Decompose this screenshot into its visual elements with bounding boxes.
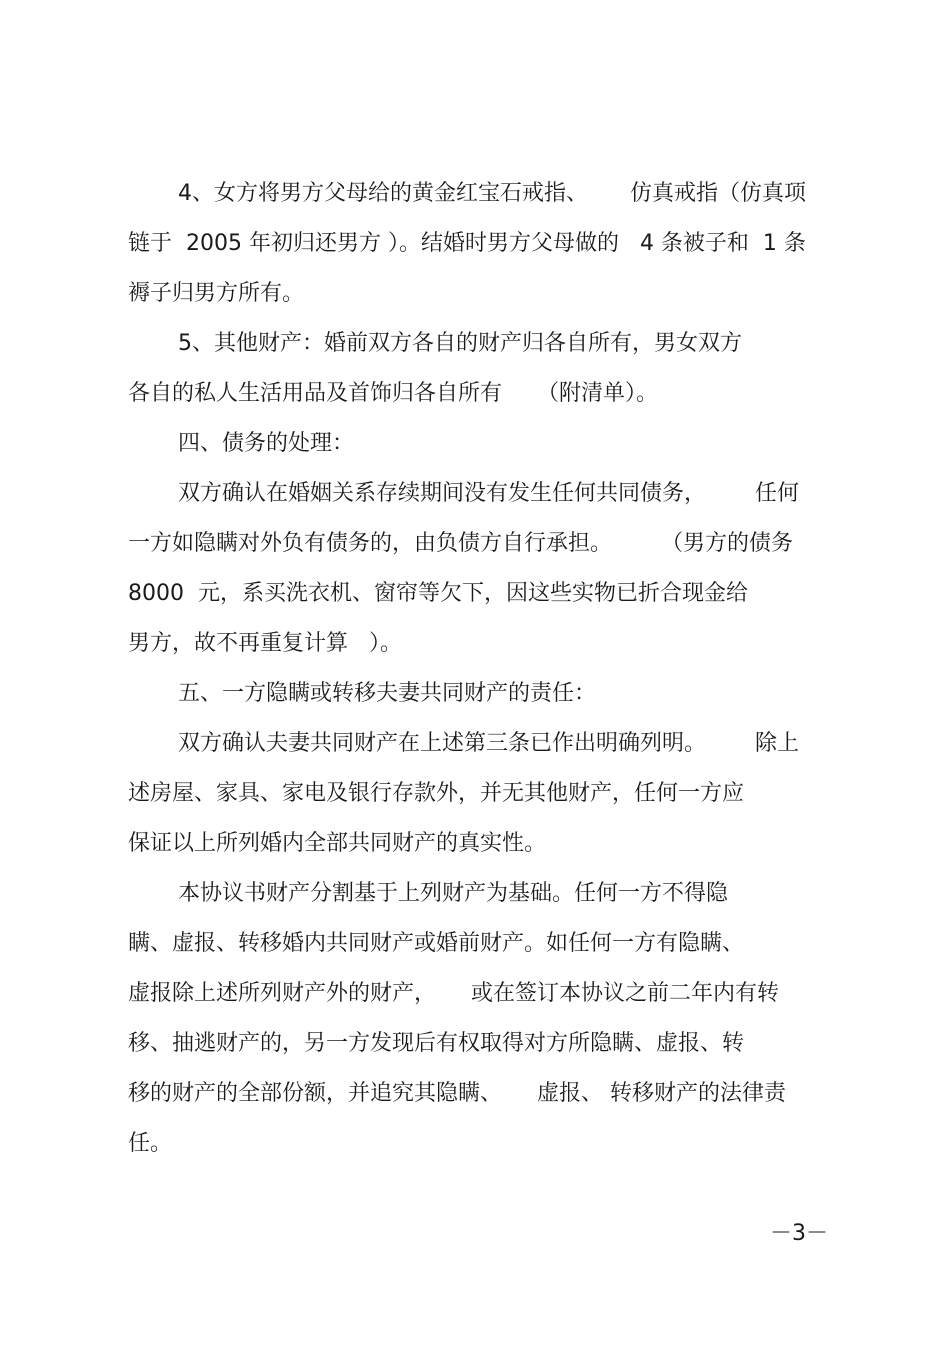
paragraph-line: 各自的私人生活用品及首饰归各自所有 （附清单）。 (128, 381, 658, 406)
paragraph-line: 瞒、虚报、转移婚内共同财产或婚前财产。如任何一方有隐瞒、 (128, 931, 745, 956)
paragraph-line: 本协议书财产分割基于上列财产为基础。任何一方不得隐 (178, 881, 729, 906)
paragraph-line: 4、女方将男方父母给的黄金红宝石戒指、 仿真戒指（仿真项 (178, 181, 806, 206)
page-number: －3－ (770, 1221, 828, 1246)
paragraph-line: 保证以上所列婚内全部共同财产的真实性。 (128, 831, 547, 856)
section-heading: 五、一方隐瞒或转移夫妻共同财产的责任： (178, 681, 597, 706)
paragraph-line: 述房屋、家具、家电及银行存款外，并无其他财产，任何一方应 (128, 781, 745, 806)
paragraph-line: 男方，故不再重复计算 ）。 (128, 631, 402, 656)
paragraph-line: 一方如隐瞒对外负有债务的，由负债方自行承担。 （男方的债务 (128, 531, 793, 556)
paragraph-line: 8000 元，系买洗衣机、窗帘等欠下，因这些实物已折合现金给 (128, 581, 748, 606)
paragraph-line: 链于 2005 年初归还男方 ）。结婚时男方父母做的 4 条被子和 1 条 (128, 231, 806, 256)
paragraph-line: 任。 (128, 1131, 173, 1156)
paragraph-line: 褥子归男方所有。 (128, 281, 305, 306)
section-heading: 四、债务的处理： (178, 431, 355, 456)
paragraph-line: 移、抽逃财产的，另一方发现后有权取得对方所隐瞒、虚报、转 (128, 1031, 745, 1056)
paragraph-line: 移的财产的全部份额，并追究其隐瞒、 虚报、 转移财产的法律责 (128, 1081, 786, 1106)
paragraph-line: 双方确认在婚姻关系存续期间没有发生任何共同债务， 任何 (178, 481, 799, 506)
paragraph-line: 双方确认夫妻共同财产在上述第三条已作出明确列明。 除上 (178, 731, 799, 756)
paragraph-line: 5、其他财产：婚前双方各自的财产归各自所有，男女双方 (178, 331, 742, 356)
paragraph-line: 虚报除上述所列财产外的财产， 或在签订本协议之前二年内有转 (128, 981, 779, 1006)
